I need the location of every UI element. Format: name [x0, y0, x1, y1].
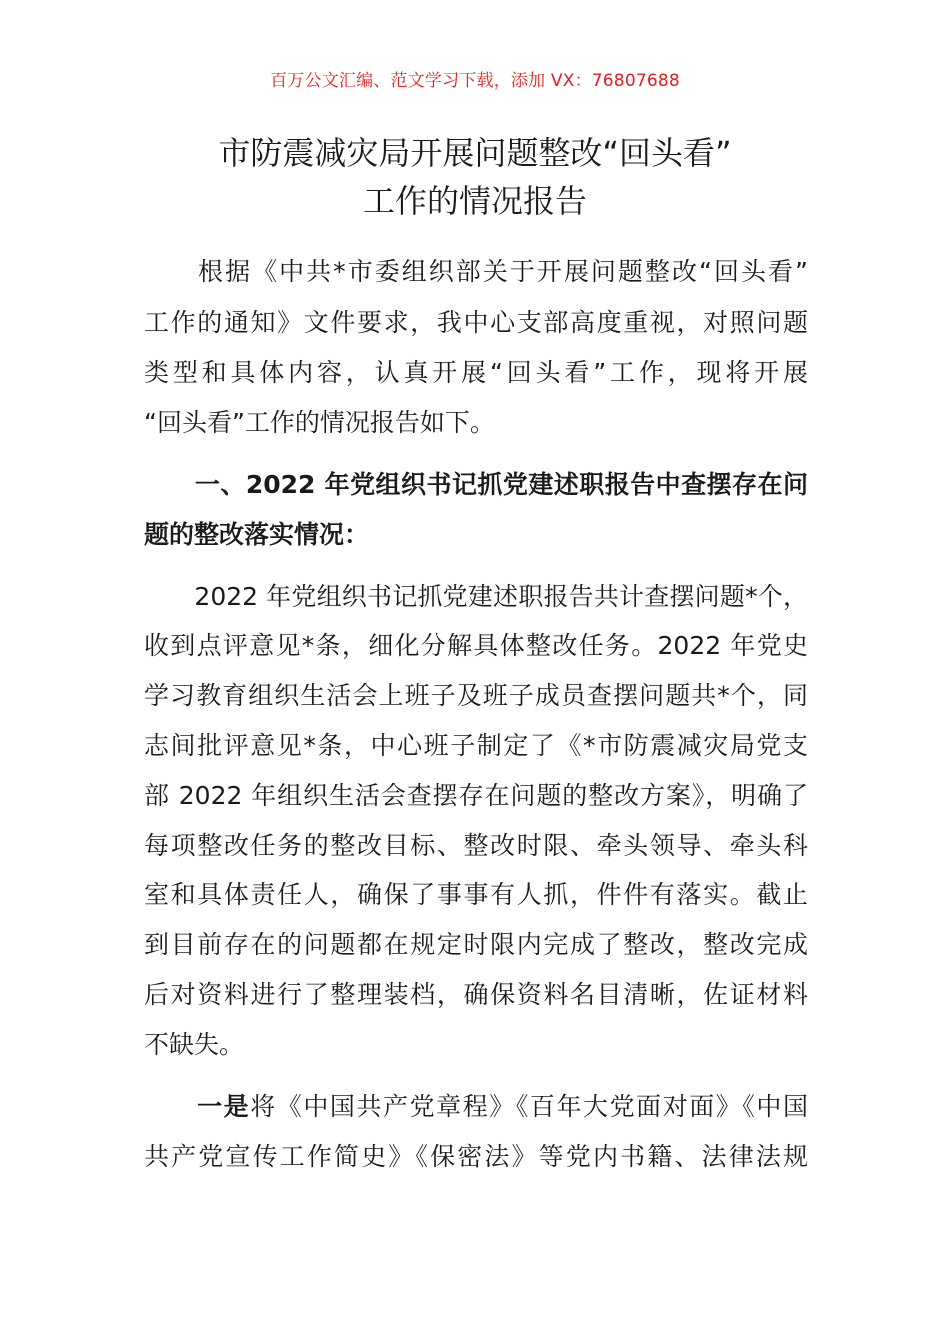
section1-body-line-4: 志间批评意见*条，中心班子制定了《*市防震减灾局党支: [144, 731, 808, 760]
point1-line-1-text: 将《中国共产党章程》《百年大党面对面》《中国: [250, 1092, 808, 1121]
intro-line-4: “回头看”工作的情况报告如下。: [144, 408, 495, 437]
section1-body-line-1: 2022 年党组织书记抓党建述职报告共计查摆问题*个，: [144, 582, 808, 611]
document-title-line-2: 工作的情况报告: [362, 182, 587, 220]
intro-line-1: 根据《中共*市委组织部关于开展问题整改“回头看”: [144, 257, 808, 286]
header-watermark-note: 百万公文汇编、范文学习下载，添加 VX：76807688: [270, 71, 680, 91]
intro-line-2: 工作的通知》文件要求，我中心支部高度重视，对照问题: [144, 308, 808, 337]
section1-body-line-2: 收到点评意见*条，细化分解具体整改任务。2022 年党史: [144, 631, 808, 660]
point1-line-1: [144, 1090, 808, 1124]
point1-line-2: 共产党宣传工作简史》《保密法》等党内书籍、法律法规: [144, 1142, 808, 1171]
point1-lead: 一是: [144, 1092, 251, 1121]
section1-body-line-10: 不缺失。: [144, 1030, 245, 1059]
section1-body-line-9: 后对资料进行了整理装档，确保资料名目清晰，佐证材料: [144, 980, 808, 1009]
section1-body-line-6: 每项整改任务的整改目标、整改时限、牵头领导、牵头科: [144, 831, 808, 860]
section1-body-line-7: 室和具体责任人，确保了事事有人抓，件件有落实。截止: [144, 880, 808, 909]
section1-heading-line-1: 一、2022 年党组织书记抓党建述职报告中查摆存在问: [144, 470, 808, 499]
section1-heading-line-2: 题的整改落实情况：: [144, 520, 370, 549]
section1-body-line-8: 到目前存在的问题都在规定时限内完成了整改，整改完成: [144, 930, 808, 959]
section1-body-line-3: 学习教育组织生活会上班子及班子成员查摆问题共*个，同: [144, 681, 808, 710]
section1-body-line-5: 部 2022 年组织生活会查摆存在问题的整改方案》，明确了: [144, 781, 808, 810]
intro-line-3: 类型和具体内容，认真开展“回头看”工作，现将开展: [144, 358, 808, 387]
document-title-line-1: 市防震减灾局开展问题整改“回头看”: [218, 134, 732, 172]
